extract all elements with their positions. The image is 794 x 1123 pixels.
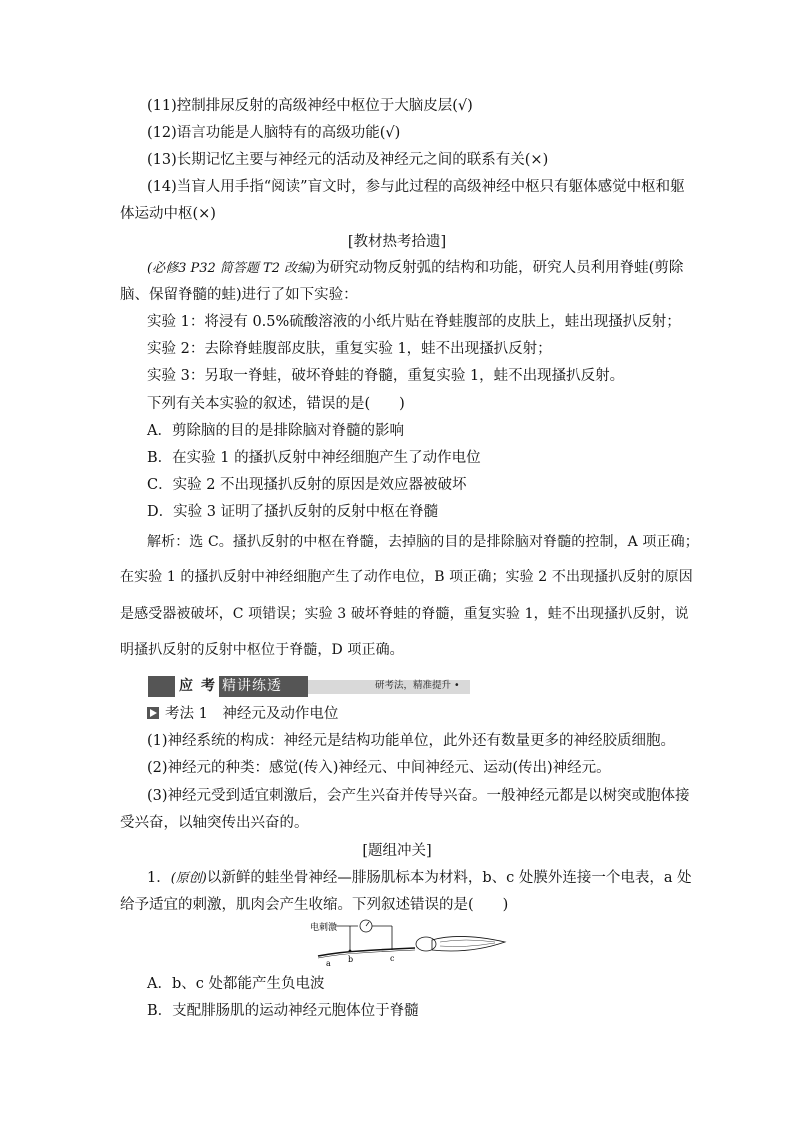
- gastrocnemius-muscle: [432, 936, 505, 951]
- point-2: (2)神经元的种类：感觉(传入)神经元、中间神经元、运动(传出)神经元。: [147, 760, 611, 776]
- banner-title: 精讲练透: [222, 678, 282, 694]
- fig-label-c: c: [390, 954, 395, 963]
- point-b-dot: [349, 950, 352, 953]
- question-stem-line2: 脑、保留脊髓的蛙)进行了如下实验：: [120, 287, 358, 303]
- meter-needle: [366, 922, 369, 926]
- option-b: B．在实验 1 的搔扒反射中神经细胞产生了动作电位: [147, 450, 481, 466]
- q1-number: 1．: [147, 870, 171, 886]
- item-11: (11)控制排尿反射的高级神经中枢位于大脑皮层(√): [147, 98, 473, 114]
- banner-char-kao: 考: [197, 676, 219, 697]
- item-14-line1: (14)当盲人用手指“阅读”盲文时，参与此过程的高级神经中枢只有躯体感觉中枢和躯: [147, 179, 685, 195]
- experiment-3: 实验 3：另取一脊蛙，破坏脊蛙的脊髓，重复实验 1，蛙不出现搔扒反射。: [147, 368, 625, 384]
- fig-label-a: a: [326, 959, 331, 968]
- item-14-line2: 体运动中枢(×): [120, 206, 216, 222]
- question-prompt: 下列有关本实验的叙述，错误的是( ): [147, 396, 405, 412]
- option-c: C．实验 2 不出现搔扒反射的原因是效应器被破坏: [147, 477, 467, 493]
- item-13: (13)长期记忆主要与神经元的活动及神经元之间的联系有关(×): [147, 152, 549, 168]
- q1-source: (原创): [170, 871, 207, 886]
- muscle-origin: [416, 937, 436, 951]
- q1-option-a: A．b、c 处都能产生负电波: [147, 976, 325, 992]
- method-heading-text: 考法 1 神经元及动作电位: [165, 706, 339, 722]
- analysis-line3: 是感受器被破坏，C 项错误；实验 3 破坏脊蛙的脊髓，重复实验 1，蛙不出现搔扒反射，说: [120, 606, 689, 622]
- muscle-fibers: [440, 940, 495, 947]
- nerve-muscle-figure: [300, 918, 510, 968]
- question-source: (必修3 P32 简答题 T2 改编): [147, 261, 316, 276]
- point-3-line2: 受兴奋，以轴突传出兴奋的。: [120, 815, 309, 831]
- item-12: (12)语言功能是人脑特有的高级功能(√): [147, 125, 401, 141]
- section-title-textbook: [教材热考拾遗]: [347, 234, 447, 250]
- banner-char-ying: 应: [175, 676, 197, 697]
- question-stem-line1: [147, 258, 683, 279]
- analysis-line2: 在实验 1 的搔扒反射中神经细胞产生了动作电位，B 项正确；实验 2 不出现搔扒反射的原因: [120, 569, 693, 585]
- q1-line2: 给予适宜的刺激，肌肉会产生收缩。下列叙述错误的是( ): [120, 897, 509, 913]
- analysis-line4: 明搔扒反射的反射中枢位于脊髓，D 项正确。: [120, 642, 404, 658]
- question-stem-text: 为研究动物反射弧的结构和功能，研究人员利用脊蛙(剪除: [315, 260, 684, 276]
- point-3-line1: (3)神经元受到适宜刺激后，会产生兴奋并传导兴奋。一般神经元都是以树突或胞体接: [147, 788, 690, 804]
- point-1: (1)神经系统的构成：神经元是结构功能单位，此外还有数量更多的神经胶质细胞。: [147, 733, 676, 749]
- experiment-1: 实验 1：将浸有 0.5%硫酸溶液的小纸片贴在脊蛙腹部的皮肤上，蛙出现搔扒反射；: [147, 314, 681, 330]
- method-heading: [147, 704, 338, 724]
- q1-line1: [147, 868, 692, 889]
- play-triangle-icon: [147, 707, 159, 719]
- option-d: D．实验 3 证明了搔扒反射的反射中枢在脊髓: [147, 504, 439, 520]
- fig-label-b: b: [348, 955, 354, 964]
- q1-text: 以新鲜的蛙坐骨神经—腓肠肌标本为材料，b、c 处膜外连接一个电表，a 处: [206, 870, 692, 886]
- analysis-line1: 解析：选 C。搔扒反射的中枢在脊髓，去掉脑的目的是排除脑对脊髓的控制，A 项正确；: [147, 534, 699, 550]
- sciatic-nerve: [318, 948, 415, 956]
- fig-label-stimulus: 电刺激: [310, 923, 338, 933]
- section-title-practice: [题组冲关]: [362, 843, 432, 859]
- q1-option-b: B．支配腓肠肌的运动神经元胞体位于脊髓: [147, 1003, 419, 1019]
- experiment-2: 实验 2：去除脊蛙腹部皮肤，重复实验 1，蛙不出现搔扒反射；: [147, 341, 552, 357]
- banner-subtitle: 研考法，精准提升 •: [375, 680, 460, 691]
- option-a: A．剪除脑的目的是排除脑对脊髓的影响: [147, 423, 404, 439]
